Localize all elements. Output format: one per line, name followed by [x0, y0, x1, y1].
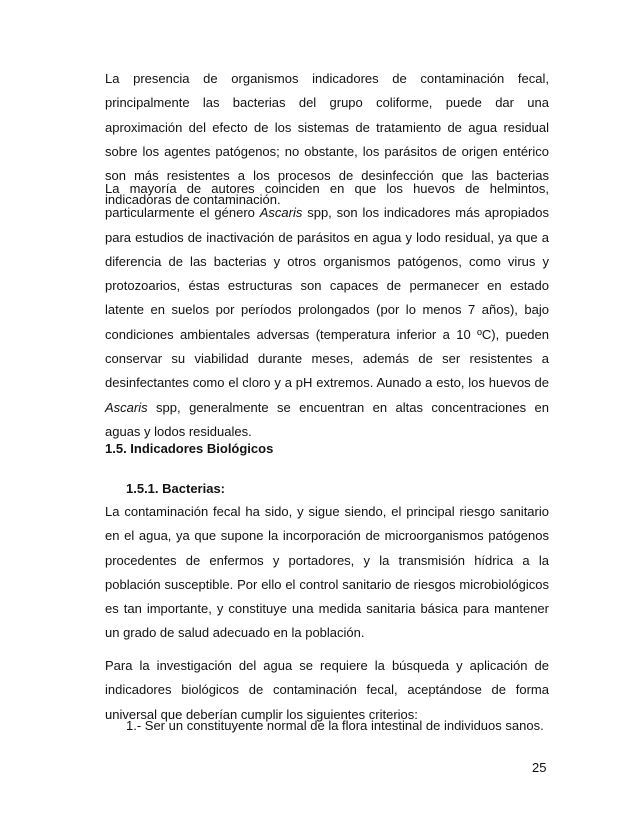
text-run: spp, son los indicadores más apropiados para estudios de inactivación de parásitos en agua y lodo residual, ya que a diferencia de las bacterias y otros organismos patógenos, como virus y protozoarios, éstas estructuras son capaces de permanecer en estado latente en suelos por períodos prolongados (por lo menos 7 años), bajo condiciones ambientales adversas (temperatura inferior a 10 ºC), pueden conservar su viabilidad durante meses, además de ser resistentes a desinfectantes como el cloro y a pH extremos. Aunado a esto, los huevos de	[105, 205, 549, 391]
page-number: 25	[532, 760, 547, 775]
paragraph-text: La presencia de organismos indicadores de contaminación fecal, principalmente las bacterias del grupo coliforme, puede dar una aproximación del efecto de los sistemas de tratamiento de agua residual sobre los agentes patógenos; no obstante, los parásitos de origen entérico son más resistentes a los procesos de desinfección que las bacterias indicadoras de contaminación.	[105, 71, 549, 208]
paragraph-text: Para la investigación del agua se requiere la búsqueda y aplicación de indicadores biológicos de contaminación fecal, aceptándose de forma universal que deberían cumplir los siguientes criterios:	[105, 658, 549, 722]
paragraph-fecal-contamination	[105, 500, 549, 646]
criterion-item: 1.- Ser un constituyente normal de la flora intestinal de individuos sanos.	[126, 718, 544, 733]
text-run: La mayoría de autores coinciden en que los huevos de helmintos, particularmente el género	[105, 181, 549, 221]
paragraph-helminths	[105, 177, 549, 444]
genus-name: Ascaris	[259, 205, 303, 221]
paragraph-criteria-intro	[105, 654, 549, 727]
subsection-heading: 1.5.1. Bacterias:	[126, 481, 226, 496]
section-heading: 1.5. Indicadores Biológicos	[105, 441, 274, 456]
genus-name: Ascaris	[105, 399, 148, 415]
paragraph-text: La contaminación fecal ha sido, y sigue siendo, el principal riesgo sanitario en el agua, ya que supone la incorporación de microorganismos patógenos procedentes de enfermos y portadores, y la transmisión hídrica a la población susceptible. Por ello el control sanitario de riesgos microbiológicos es tan importante, y constituye una medida sanitaria básica para mantener un grado de salud adecuado en la población.	[105, 504, 549, 641]
paragraph-text	[105, 177, 549, 444]
text-run: spp, generalmente se encuentran en altas concentraciones en aguas y lodos residuales.	[105, 399, 549, 439]
